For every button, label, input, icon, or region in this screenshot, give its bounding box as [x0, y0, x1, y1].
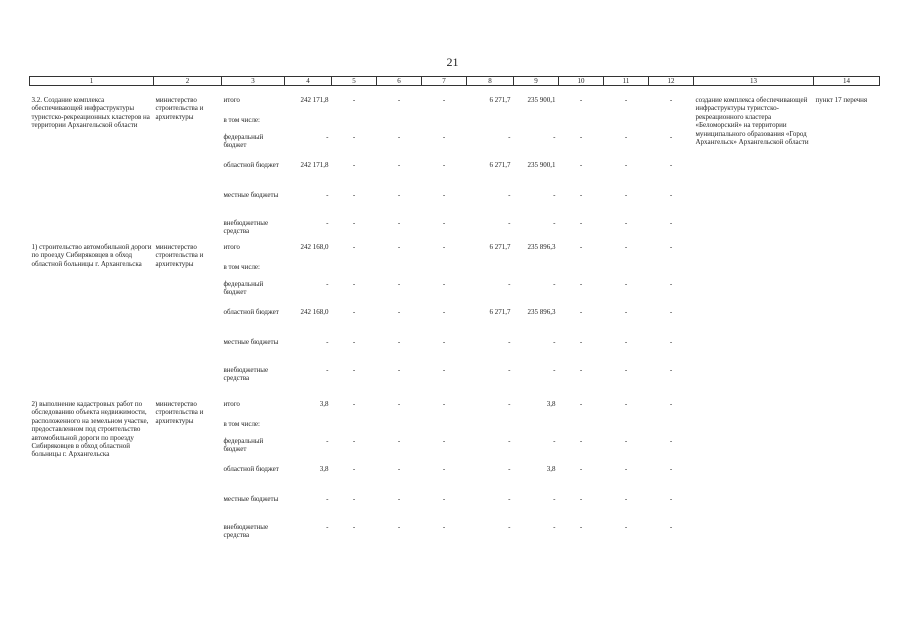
value-cell: 242 171,8	[300, 161, 329, 169]
value-cell	[514, 116, 559, 133]
value-cell: -	[579, 96, 583, 104]
value-cell: -	[624, 523, 628, 531]
value-cell	[332, 263, 377, 280]
value-cell: -	[624, 280, 628, 288]
funding-source: итого	[223, 400, 240, 408]
value-cell	[285, 263, 332, 280]
value-cell: -	[669, 523, 673, 531]
value-cell	[604, 420, 649, 437]
value-cell: 3,8	[546, 400, 556, 408]
expected-result	[694, 400, 814, 547]
value-cell: 242 168,0	[300, 243, 329, 251]
value-cell: -	[326, 437, 329, 445]
value-cell: -	[326, 133, 329, 141]
value-cell	[649, 116, 694, 133]
value-cell: -	[326, 523, 329, 531]
expected-result: создание комплекса обеспечивающей инфраструктуры туристско-рекреационного кластера «Беломорский» на территории муниципального образования «Город Архангельск» Архангельской области	[695, 96, 809, 147]
value-cell	[514, 420, 559, 437]
funding-source: в том числе:	[223, 116, 260, 124]
value-cell: -	[669, 495, 673, 503]
value-cell: -	[326, 338, 329, 346]
value-cell: -	[553, 133, 556, 141]
expected-result	[694, 243, 814, 390]
column-header: 6	[377, 77, 422, 86]
value-cell: -	[579, 366, 583, 374]
value-cell: -	[397, 219, 401, 227]
executor: министерство строительства и архитектуры	[155, 243, 204, 268]
value-cell: -	[624, 96, 628, 104]
value-cell: -	[508, 495, 511, 503]
value-cell: -	[326, 280, 329, 288]
value-cell	[422, 116, 467, 133]
value-cell	[649, 263, 694, 280]
value-cell: -	[579, 308, 583, 316]
value-cell	[649, 420, 694, 437]
value-cell	[559, 420, 604, 437]
column-header: 14	[814, 77, 880, 86]
value-cell: -	[397, 308, 401, 316]
funding-source: федеральный бюджет	[223, 280, 264, 297]
value-cell: 6 271,7	[489, 96, 511, 104]
funding-source: внебюджетные средства	[223, 219, 269, 236]
value-cell: -	[624, 308, 628, 316]
column-header: 9	[514, 77, 559, 86]
value-cell: -	[553, 523, 556, 531]
reference-note	[814, 400, 880, 547]
value-cell: -	[352, 495, 356, 503]
value-cell: -	[442, 338, 446, 346]
value-cell: 235 900,1	[527, 161, 556, 169]
column-header: 8	[467, 77, 514, 86]
value-cell: -	[553, 219, 556, 227]
funding-source: областной бюджет	[223, 161, 279, 169]
value-cell: -	[624, 243, 628, 251]
value-cell: -	[579, 338, 583, 346]
column-number-row	[30, 77, 880, 86]
value-cell	[332, 420, 377, 437]
value-cell: -	[442, 161, 446, 169]
funding-source: федеральный бюджет	[223, 437, 264, 454]
table-row	[30, 243, 880, 263]
value-cell: -	[579, 465, 583, 473]
value-cell	[422, 420, 467, 437]
value-cell: -	[442, 191, 446, 199]
value-cell	[285, 116, 332, 133]
value-cell: 242 168,0	[300, 308, 329, 316]
value-cell: -	[508, 338, 511, 346]
reference-note: пункт 17 перечня	[815, 96, 868, 104]
measure-name: 3.2. Создание комплекса обеспечивающей инфраструктуры туристско-рекреационных кластеров на территории Архангельской области	[31, 96, 150, 130]
value-cell: -	[352, 366, 356, 374]
value-cell: -	[397, 133, 401, 141]
value-cell: -	[442, 308, 446, 316]
value-cell: -	[442, 243, 446, 251]
value-cell: -	[579, 400, 583, 408]
program-table	[29, 76, 880, 547]
value-cell: -	[624, 219, 628, 227]
value-cell: 235 896,3	[527, 243, 556, 251]
value-cell: -	[352, 400, 356, 408]
value-cell: -	[352, 523, 356, 531]
value-cell: -	[579, 523, 583, 531]
value-cell: -	[669, 243, 673, 251]
value-cell: -	[352, 437, 356, 445]
value-cell: -	[553, 495, 556, 503]
value-cell: -	[352, 133, 356, 141]
value-cell: -	[326, 219, 329, 227]
value-cell: -	[669, 437, 673, 445]
group-spacer	[30, 390, 880, 400]
funding-source: федеральный бюджет	[223, 133, 264, 150]
value-cell: 6 271,7	[489, 308, 511, 316]
value-cell: -	[508, 400, 511, 408]
value-cell: -	[326, 191, 329, 199]
value-cell: -	[579, 280, 583, 288]
measure-name: 2) выполнение кадастровых работ по обследованию объекта недвижимости, расположенного на земельном участке, предоставленном под строительство автомобильной дороги по проезду Сибиряковцев в обход областной больницы г. Архангельска	[31, 400, 149, 459]
value-cell: -	[397, 465, 401, 473]
value-cell: -	[442, 219, 446, 227]
funding-source: в том числе:	[223, 263, 260, 271]
value-cell: -	[397, 243, 401, 251]
value-cell	[467, 420, 514, 437]
column-header: 10	[559, 77, 604, 86]
value-cell: -	[624, 366, 628, 374]
column-header: 7	[422, 77, 467, 86]
value-cell	[377, 420, 422, 437]
value-cell: 3,8	[319, 465, 329, 473]
value-cell: -	[326, 495, 329, 503]
value-cell: -	[624, 133, 628, 141]
value-cell: -	[624, 338, 628, 346]
value-cell: -	[669, 219, 673, 227]
value-cell: -	[352, 308, 356, 316]
value-cell: 6 271,7	[489, 243, 511, 251]
page-number: 21	[446, 55, 459, 69]
column-header: 5	[332, 77, 377, 86]
funding-source: внебюджетные средства	[223, 366, 269, 383]
value-cell: -	[352, 280, 356, 288]
measure-name: 1) строительство автомобильной дороги по проезду Сибиряковцев в обход областной больницы г. Архангельска	[31, 243, 152, 268]
value-cell: -	[397, 495, 401, 503]
column-header: 12	[649, 77, 694, 86]
value-cell: -	[624, 161, 628, 169]
funding-source: областной бюджет	[223, 465, 279, 473]
value-cell: -	[397, 191, 401, 199]
value-cell: -	[669, 308, 673, 316]
value-cell	[559, 263, 604, 280]
funding-source: итого	[223, 96, 240, 104]
value-cell: -	[669, 366, 673, 374]
funding-source: местные бюджеты	[223, 338, 279, 346]
value-cell: -	[553, 366, 556, 374]
column-header: 1	[30, 77, 154, 86]
executor: министерство строительства и архитектуры	[155, 96, 204, 121]
value-cell: -	[442, 366, 446, 374]
funding-source: итого	[223, 243, 240, 251]
value-cell: 6 271,7	[489, 161, 511, 169]
value-cell	[332, 116, 377, 133]
value-cell: -	[624, 495, 628, 503]
funding-source: внебюджетные средства	[223, 523, 269, 540]
value-cell: -	[442, 465, 446, 473]
value-cell: -	[669, 400, 673, 408]
value-cell: -	[669, 191, 673, 199]
value-cell: -	[397, 338, 401, 346]
value-cell: -	[579, 191, 583, 199]
value-cell: -	[669, 338, 673, 346]
value-cell: -	[553, 191, 556, 199]
value-cell: -	[624, 465, 628, 473]
value-cell	[285, 420, 332, 437]
value-cell: -	[669, 465, 673, 473]
value-cell: -	[624, 191, 628, 199]
value-cell: -	[352, 243, 356, 251]
value-cell: -	[669, 161, 673, 169]
column-header: 4	[285, 77, 332, 86]
value-cell	[377, 263, 422, 280]
value-cell: -	[508, 366, 511, 374]
column-header: 11	[604, 77, 649, 86]
value-cell: -	[579, 219, 583, 227]
column-header: 2	[154, 77, 222, 86]
value-cell	[422, 263, 467, 280]
value-cell: -	[508, 280, 511, 288]
reference-note	[814, 243, 880, 390]
value-cell: -	[669, 133, 673, 141]
funding-source: областной бюджет	[223, 308, 279, 316]
value-cell	[514, 263, 559, 280]
funding-source: в том числе:	[223, 420, 260, 428]
value-cell: -	[508, 219, 511, 227]
value-cell: -	[442, 523, 446, 531]
value-cell: 235 900,1	[527, 96, 556, 104]
value-cell: -	[624, 400, 628, 408]
value-cell	[604, 116, 649, 133]
value-cell	[467, 116, 514, 133]
value-cell: -	[397, 161, 401, 169]
table-row	[30, 400, 880, 420]
value-cell: -	[553, 280, 556, 288]
value-cell: -	[352, 161, 356, 169]
value-cell: -	[352, 96, 356, 104]
value-cell: -	[352, 465, 356, 473]
value-cell: -	[624, 437, 628, 445]
value-cell: 3,8	[546, 465, 556, 473]
group-spacer	[30, 86, 880, 97]
value-cell: -	[442, 400, 446, 408]
value-cell: -	[553, 338, 556, 346]
value-cell: -	[397, 96, 401, 104]
value-cell: -	[508, 523, 511, 531]
value-cell: -	[442, 96, 446, 104]
value-cell: -	[397, 437, 401, 445]
value-cell	[604, 263, 649, 280]
value-cell: -	[442, 280, 446, 288]
value-cell: -	[352, 191, 356, 199]
value-cell: -	[397, 523, 401, 531]
value-cell	[377, 116, 422, 133]
value-cell: -	[579, 495, 583, 503]
value-cell: -	[579, 437, 583, 445]
value-cell: -	[579, 161, 583, 169]
value-cell: -	[397, 400, 401, 408]
value-cell: -	[553, 437, 556, 445]
funding-source: местные бюджеты	[223, 495, 279, 503]
value-cell: -	[508, 191, 511, 199]
value-cell: 235 896,3	[527, 308, 556, 316]
value-cell: -	[352, 338, 356, 346]
value-cell: 242 171,8	[300, 96, 329, 104]
funding-source: местные бюджеты	[223, 191, 279, 199]
value-cell: 3,8	[319, 400, 329, 408]
value-cell: -	[326, 366, 329, 374]
column-header: 3	[222, 77, 285, 86]
value-cell: -	[579, 133, 583, 141]
value-cell: -	[397, 280, 401, 288]
column-header: 13	[694, 77, 814, 86]
value-cell: -	[508, 133, 511, 141]
value-cell: -	[442, 437, 446, 445]
value-cell: -	[352, 219, 356, 227]
value-cell: -	[579, 243, 583, 251]
value-cell: -	[669, 96, 673, 104]
value-cell: -	[442, 133, 446, 141]
value-cell: -	[669, 280, 673, 288]
value-cell	[467, 263, 514, 280]
value-cell: -	[397, 366, 401, 374]
value-cell: -	[508, 437, 511, 445]
value-cell: -	[508, 465, 511, 473]
value-cell	[559, 116, 604, 133]
value-cell: -	[442, 495, 446, 503]
executor: министерство строительства и архитектуры	[155, 400, 204, 425]
table-row	[30, 96, 880, 116]
